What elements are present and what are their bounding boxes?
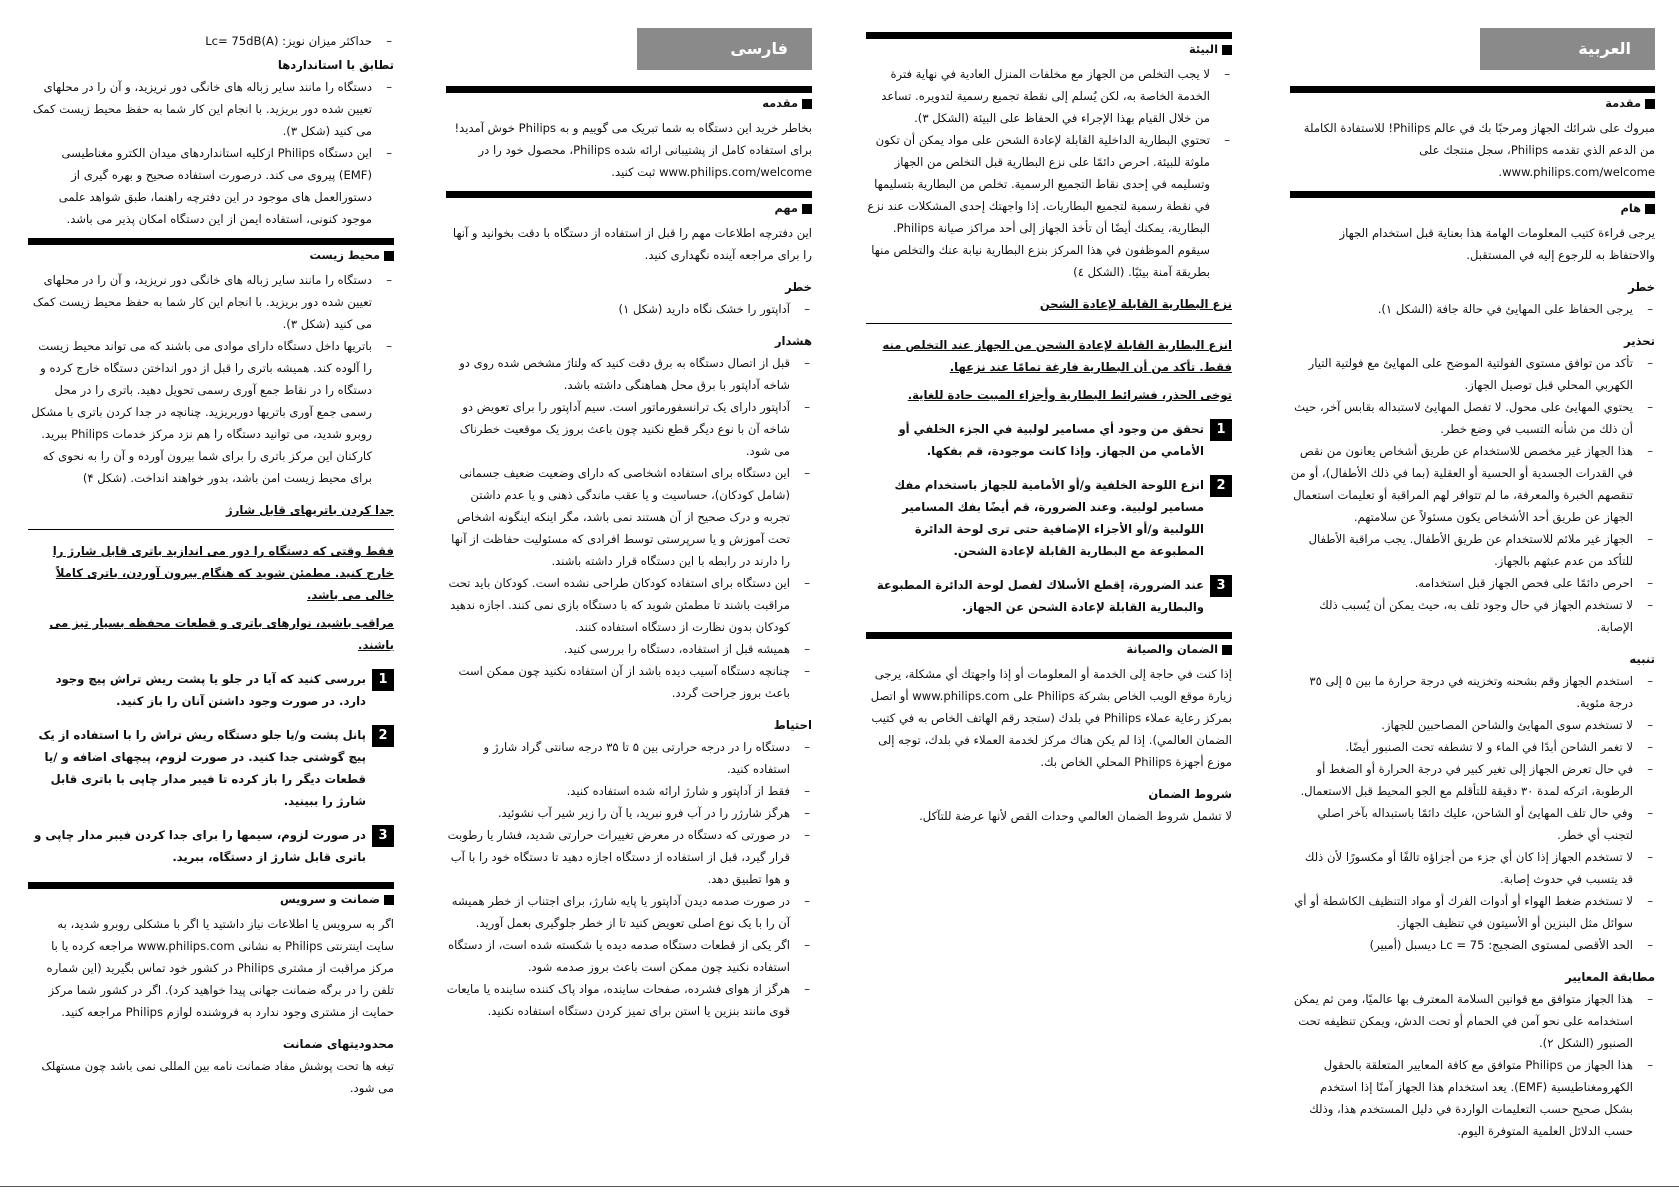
environment-list bbox=[28, 269, 394, 489]
list-item: – الجهاز غير ملائم للاستخدام عن طريق الأطفال. يجب مراقبة الأطفال للتأكد من عدم عبثهم بالجهاز. bbox=[1290, 528, 1655, 572]
step-number: 2 bbox=[372, 725, 394, 747]
arabic-language-tab: العربية bbox=[1480, 28, 1655, 70]
intro-text: مبروك على شرائك الجهاز ومرحبًا بك في عالم Philips! للاستفادة الكاملة من الدعم الذي تقدمه Philips، سجل منتجك على www.philips.com/welcome. bbox=[1303, 121, 1655, 179]
list-item: – این دستگاه برای استفاده کودکان طراحی نشده است. کودکان باید تحت مراقبت باشند تا مطمئن شوید که با دستگاه بازی نمی کنند. اجازه ندهید کودکان بدون نظارت از دستگاه استفاده کنند. bbox=[446, 572, 812, 638]
persian-guarantee-section bbox=[28, 882, 394, 1099]
list-item: – دستگاه را در درجه حرارتی بین ۵ تا ۳۵ درجه سانتی گراد شارژ و استفاده کنید. bbox=[446, 736, 812, 780]
list-item: – تحتوي البطارية الداخلية القابلة لإعادة الشحن على مواد يمكن أن تكون ملوثة للبيئة. احرص دائمًا على نزع البطارية قبل التخلص من الجهاز وتسليمه في إحدى نقاط التجميع الرسمية. تخلص من البطارية بتسليمها في نقطة رسمية لتجميع البطاريات. إذا واجهتك إحدى المشكلات عند نزع البطارية، يمكنك أيضًا أن تأخذ الجهاز إلى أحد مراكز صيانة Philips. سيقوم الموظفون في هذا المركز بنزع البطارية نيابة عنك والتخلص منها بطريقة آمنة بيئيًا. (الشكل ٤) bbox=[866, 129, 1232, 283]
guarantee-restrictions-heading: شروط الضمان bbox=[1148, 787, 1232, 801]
list-item: – آداپتور دارای یک ترانسفورماتور است. سیم آداپتور را برای تعویض دو شاخه آن با نوع دیگر قطع نکنید چون باعث بروز یک موقعیت خطرناک می شود. bbox=[446, 396, 812, 462]
guarantee-restrictions-heading: محدودیتهای ضمانت bbox=[282, 1037, 394, 1051]
step-1 bbox=[28, 668, 394, 712]
danger-list bbox=[446, 298, 812, 320]
list-item: – لا تستخدم ضغط الهواء أو أدوات الفرك أو مواد التنظيف الكاشطة أو أي سوائل مثل البنزين أو الأسيتون في تنظيف الجهاز. bbox=[1290, 890, 1655, 934]
step-text: تحقق من وجود أي مسامير لولبية في الجزء الخلفي أو الأمامي من الجهاز. وإذا كانت موجودة، قم بفكها. bbox=[898, 422, 1204, 458]
step-text: بررسی کنید که آیا در جلو یا پشت ریش تراش پیچ وجود دارد. در صورت وجود داشتن آنان را باز کنید. bbox=[55, 672, 366, 708]
battery-caution: مراقب باشید، نوارهای باتری و قطعات محفظه بسیار تیز می باشند. bbox=[49, 616, 394, 652]
step-3 bbox=[28, 824, 394, 868]
arabic-intro-section bbox=[1290, 86, 1655, 183]
list-item: – لا يجب التخلص من الجهاز مع مخلفات المنزل العادية في نهاية فترة الخدمة الخاصة به، لكن يُسلم إلى نقطة تجميع رسمية لتدويره. تساعد من خلال القيام بهذا الإجراء في الحفاظ على البيئة (الشكل ٣). bbox=[866, 63, 1232, 129]
guarantee-restrictions-text: تیغه ها تحت پوشش مفاد ضمانت نامه بین المللی نمی باشد چون مستهلک می شود. bbox=[41, 1059, 394, 1095]
warning-list bbox=[446, 352, 812, 704]
arabic-environment-section bbox=[866, 32, 1232, 618]
list-item: – هرگز از هوای فشرده، صفحات ساینده، مواد پاک کننده ساینده یا مایعات قوی مانند بنزین یا استن برای تمیز کردن دستگاه استفاده نکنید. bbox=[446, 978, 812, 1022]
warning-heading: هشدار bbox=[774, 334, 812, 348]
arabic-column-1 bbox=[1290, 28, 1655, 1142]
step-text: در صورت لزوم، سیمها را برای جدا کردن فیبر مدار چاپی و باتری قابل شارژ از دستگاه، ببرید. bbox=[34, 828, 366, 864]
step-2 bbox=[28, 724, 394, 812]
step-number: 2 bbox=[1210, 475, 1232, 497]
battery-warning: انزع البطارية القابلة لإعادة الشحن من الجهاز عند التخلص منه فقط. تأكد من أن البطارية فارغة تمامًا عند نزعها. bbox=[882, 338, 1232, 374]
battery-removal-heading: جدا کردن باتریهای قابل شارژ bbox=[226, 503, 394, 517]
list-item: – لا تستخدم الجهاز إذا كان أي جزء من أجزاؤه تالفًا أو مكسورًا لأن ذلك قد يتسبب في حدوث إصابة. bbox=[1290, 846, 1655, 890]
section-title: الضمان والصيانة bbox=[866, 641, 1232, 657]
warning-list bbox=[1290, 352, 1655, 638]
list-item: – فقط از آداپتور و شارژ ارائه شده استفاده کنید. bbox=[446, 780, 812, 802]
noise-level: – حداکثر میزان نویز: Lc= 75dB(A) bbox=[28, 30, 394, 52]
caution-list bbox=[446, 736, 812, 1022]
section-title: هام bbox=[1290, 200, 1655, 216]
step-2 bbox=[866, 474, 1232, 562]
list-item: – يحتوي المهايئ على محول. لا تفصل المهايئ لاستبداله بقابس آخر، حيث أن ذلك من شأنه التسبب في وضع خطر. bbox=[1290, 396, 1655, 440]
divider bbox=[28, 529, 394, 530]
compliance-heading: تطابق با استانداردها bbox=[277, 58, 394, 72]
list-item: – يرجى الحفاظ على المهايئ في حالة جافة (الشكل ١). bbox=[1290, 298, 1655, 320]
important-text: يرجى قراءة كتيب المعلومات الهامة هذا بعناية قبل استخدام الجهاز والاحتفاظ به للرجوع إليه في المستقبل. bbox=[1339, 226, 1655, 262]
persian-language-tab: فارسی bbox=[637, 28, 812, 70]
list-item: – آداپتور را خشک نگاه دارید (شکل ۱) bbox=[446, 298, 812, 320]
list-item: – این دستگاه برای استفاده اشخاصی که دارای وضعیت ضعیف جسمانی (شامل کودکان)، حساسیت و یا عقب ماندگی ذهنی و یا عدم داشتن تجربه و درک صحیح از آن هستند نمی باشد، مگر اینکه اینگونه اشخاص تحت آموزش و یا سرپرستی توسط افرادی که مسئولیت حفاظت از آنها را دارند در رابطه با این دستگاه قرار داشته باشند. bbox=[446, 462, 812, 572]
step-1 bbox=[866, 418, 1232, 462]
caution-list bbox=[1290, 670, 1655, 956]
compliance-list bbox=[28, 76, 394, 230]
battery-warning: فقط وقتی که دستگاه را دور می اندازید باتری قابل شارژ را خارج کنید. مطمئن شوید که هنگام بیرون آوردن، باتری کاملاً خالی می باشد. bbox=[52, 544, 394, 602]
danger-heading: خطر bbox=[1628, 280, 1655, 294]
persian-intro-section bbox=[446, 86, 812, 183]
important-text: این دفترچه اطلاعات مهم را قبل از استفاده از دستگاه با دقت بخوانید و آنها را برای مراجعه آینده نگهداری کنید. bbox=[452, 226, 812, 262]
section-title: مهم bbox=[446, 200, 812, 216]
page-bottom-rule bbox=[0, 1186, 1679, 1187]
list-item: – در صورتی که دستگاه در معرض تغییرات حرارتی شدید، فشار یا رطوبت قرار گیرد، قبل از استفاده از دستگاه اجازه دهید تا دستگاه خود را با آب و هوا تطبیق دهد. bbox=[446, 824, 812, 890]
section-title: محیط زیست bbox=[28, 247, 394, 263]
arabic-important-section bbox=[1290, 191, 1655, 1142]
list-item: – همیشه قبل از استفاده، دستگاه را بررسی کنید. bbox=[446, 638, 812, 660]
battery-removal-heading: نزع البطارية القابلة لإعادة الشحن bbox=[1039, 297, 1232, 311]
list-item: – في حال تعرض الجهاز إلى تغير كبير في درجة الحرارة أو الضغط أو الرطوبة، اتركه لمدة ٣٠ دقيقة للتأقلم مع الجو المحيط قبل الاستعمال. bbox=[1290, 758, 1655, 802]
danger-list bbox=[1290, 298, 1655, 320]
persian-environment-section bbox=[28, 238, 394, 868]
list-item: – وفي حال تلف المهايئ أو الشاحن، عليك دائمًا باستبداله بآخر اصلي لتجنب أي خطر. bbox=[1290, 802, 1655, 846]
list-item: – هرگز شارژر را در آب فرو نبرید، یا آن را زیر شیر آب نشوئید. bbox=[446, 802, 812, 824]
section-title: مقدمة bbox=[1290, 95, 1655, 111]
section-title: مقدمه bbox=[446, 95, 812, 111]
warning-heading: تحذير bbox=[1624, 334, 1655, 348]
battery-caution: توخى الحذر، فشرائط البطارية وأجزاء المبيت حادة للغاية. bbox=[907, 388, 1232, 402]
arabic-column-2 bbox=[866, 28, 1232, 833]
noise-list bbox=[28, 30, 394, 52]
list-item: – استخدم الجهاز وقم بشحنه وتخزينه في درجة حرارة ما بين ٥ إلى ٣٥ درجة مئوية. bbox=[1290, 670, 1655, 714]
section-title: البيئة bbox=[866, 41, 1232, 57]
list-item: – هذا الجهاز من Philips متوافق مع كافة المعايير المتعلقة بالحقول الكهرومغناطيسية (EMF). يعد استخدام هذا الجهاز آمنًا إذا استخدم بشكل صحيح حسب التعليمات الواردة في دليل المستخدم هذا، وذلك حسب الدلائل العلمية المتوفرة اليوم. bbox=[1290, 1054, 1655, 1142]
step-number: 1 bbox=[372, 669, 394, 691]
compliance-heading: مطابقة المعايير bbox=[1565, 970, 1655, 984]
step-3 bbox=[866, 574, 1232, 618]
guarantee-text: اگر به سرویس یا اطلاعات نیاز داشتید یا اگر با مشکلی روبرو شدید، به سایت اینترنتی Philips به نشانی www.philips.com مراجعه کرده یا با مرکز مراقبت از مشتری Philips در کشور خود تماس بگیرید (این شماره تلفن را در برگه ضمانت جهانی پیدا خواهید کرد). اگر در کشور شما مرکز حمایت از مشتری وجود ندارد به فروشنده لوازم Philips مراجعه کنید. bbox=[46, 917, 394, 1019]
list-item: – اگر یکی از قطعات دستگاه صدمه دیده یا شکسته شده است، از دستگاه استفاده نکنید چون ممکن است باعث بروز صدمه شود. bbox=[446, 934, 812, 978]
step-text: پانل پشت و/یا جلو دستگاه ریش تراش را با استفاده از یک پیچ گوشتی جدا کنید. در صورت لزوم، پیچهای اضافه و /یا قطعات دیگر را باز کرده تا فیبر مدار چاپی با باتری قابل شارژ را ببینید. bbox=[38, 728, 366, 808]
list-item: – الحد الأقصى لمستوى الضجيج: Lc = 75 ديسبل (أمبير) bbox=[1290, 934, 1655, 956]
divider bbox=[866, 323, 1232, 324]
step-text: عند الضرورة، إقطع الأسلاك لفصل لوحة الدائرة المطبوعة والبطارية القابلة لإعادة الشحن عن الجهاز. bbox=[876, 578, 1204, 614]
danger-heading: خطر bbox=[785, 280, 812, 294]
list-item: – هذا الجهاز متوافق مع قوانين السلامة المعترف بها عالميًا، ومن ثم يمكن استخدامه على نحو آمن في الحمام أو تحت الدش، ويمكن تنظيفه تحت الصنبور (الشكل ٢). bbox=[1290, 988, 1655, 1054]
step-text: انزع اللوحة الخلفية و/أو الأمامية للجهاز باستخدام مفك مسامير لولبية. وعند الضرورة، قم أيضًا بفك المسامير اللولبية و/أو الأجزاء الإضافية حتى ترى لوحة الدائرة المطبوعة مع البطارية القابلة لإعادة الشحن. bbox=[894, 478, 1204, 558]
list-item: – لا تستخدم سوى المهايئ والشاحن المصاحبين للجهاز. bbox=[1290, 714, 1655, 736]
compliance-list bbox=[1290, 988, 1655, 1142]
intro-text: بخاطر خرید این دستگاه به شما تبریک می گوییم و به Philips خوش آمدید! برای استفاده کامل از پشتیبانی ارائه شده Philips، محصول خود را در www.philips.com/welcome ثبت کنید. bbox=[454, 121, 812, 179]
list-item: – دستگاه را مانند سایر زباله های خانگی دور نریزید، و آن را در محلهای تعیین شده دور بریزید. با انجام این کار شما به حفظ محیط زیست کمک می کنید (شکل ۳). bbox=[28, 269, 394, 335]
caution-heading: تنبيه bbox=[1629, 652, 1655, 666]
environment-list bbox=[866, 63, 1232, 283]
list-item: – لا تستخدم الجهاز في حال وجود تلف به، حيث يمكن أن يُسبب ذلك الإصابة. bbox=[1290, 594, 1655, 638]
list-item: – باتریها داخل دستگاه دارای موادی می باشند که می تواند محیط زیست را آلوده کند. همیشه باتری را قبل از دور انداختن دستگاه خارج کرده و دستگاه را در نقاط جمع آوری رسمی تحویل دهید. باتری را در محل رسمی جمع آوری باتریها دوربریزید. چنانچه در جدا کردن باتری با مشکل روبرو شدید، می توانید دستگاه را هم نزد مرکز خدمات Philips ببرید. کارکنان این مرکز باتری را برای شما بیرون آورده و آن را به نحوی که برای محیط زیست امن باشد، بدور خواهند انداخت. (شکل ۴) bbox=[28, 335, 394, 489]
section-title: ضمانت و سرویس bbox=[28, 891, 394, 907]
list-item: – احرص دائمًا على فحص الجهاز قبل استخدامه. bbox=[1290, 572, 1655, 594]
step-number: 1 bbox=[1210, 419, 1232, 441]
list-item: – در صورت صدمه دیدن آداپتور یا پایه شارژ، برای اجتناب از خطر همیشه آن را با یک نوع اصلی تعویض کنید تا از خطر جلوگیری بعمل آورید. bbox=[446, 890, 812, 934]
list-item: – دستگاه را مانند سایر زباله های خانگی دور نریزید، و آن را در محلهای تعیین شده دور بریزید. با انجام این کار شما به حفظ محیط زیست کمک می کنید (شکل ۳). bbox=[28, 76, 394, 142]
list-item: – چنانچه دستگاه آسیب دیده باشد از آن استفاده نکنید چون ممکن است باعث بروز جراحت گردد. bbox=[446, 660, 812, 704]
list-item: – تأكد من توافق مستوى الفولتية الموضح على المهايئ مع فولتية التيار الكهربي المحلي قبل توصيل الجهاز. bbox=[1290, 352, 1655, 396]
list-item: – هذا الجهاز غير مخصص للاستخدام عن طريق أشخاص يعانون من نقص في القدرات الجسدية أو الحسية أو العقلية (بما في ذلك الأطفال)، أو من تنقصهم الخبرة والمعرفة، ما لم تتوافر لهم المراقبة أو تعليمات استعمال الجهاز عن طريق أحد الأشخاص يكون مسئولاً عن سلامتهم. bbox=[1290, 440, 1655, 528]
guarantee-text: إذا كنت في حاجة إلى الخدمة أو المعلومات أو إذا واجهتك أي مشكلة، يرجى زيارة موقع الويب الخاص بشركة Philips على www.philips.com أو اتصل بمركز رعاية عملاء Philips في بلدك (ستجد رقم الهاتف الخاص به في كتيب الضمان العالمي). إذا لم يكن هناك مركز لخدمة العملاء في بلدك، توجه إلى موزع أجهزة Philips المحلي الخاص بك. bbox=[870, 667, 1232, 769]
list-item: – لا تغمر الشاحن أبدًا في الماء و لا تشطفه تحت الصنبور أيضًا. bbox=[1290, 736, 1655, 758]
persian-column-1 bbox=[446, 28, 812, 1022]
caution-heading: احتیاط bbox=[773, 718, 812, 732]
persian-important-section bbox=[446, 191, 812, 1022]
arabic-guarantee-section bbox=[866, 632, 1232, 827]
guarantee-restrictions-text: لا تشمل شروط الضمان العالمي وحدات القص لأنها عرضة للتآكل. bbox=[919, 809, 1232, 823]
step-number: 3 bbox=[1210, 575, 1232, 597]
list-item: – این دستگاه Philips ازکلیه استانداردهای میدان الکترو مغناطیسی (EMF) پیروی می کند. درصورت استفاده صحیح و بهره گیری از دستورالعمل های موجود در این دفترچه راهنما، طبق شواهد علمی موجود کنونی، استفاده ایمن از این دستگاه امکان پذیر می باشد. bbox=[28, 142, 394, 230]
step-number: 3 bbox=[372, 825, 394, 847]
list-item: – قبل از اتصال دستگاه به برق دقت کنید که ولتاژ مشخص شده روی دو شاخه آداپتور با برق محل هماهنگی داشته باشد. bbox=[446, 352, 812, 396]
persian-column-2 bbox=[28, 30, 394, 1105]
